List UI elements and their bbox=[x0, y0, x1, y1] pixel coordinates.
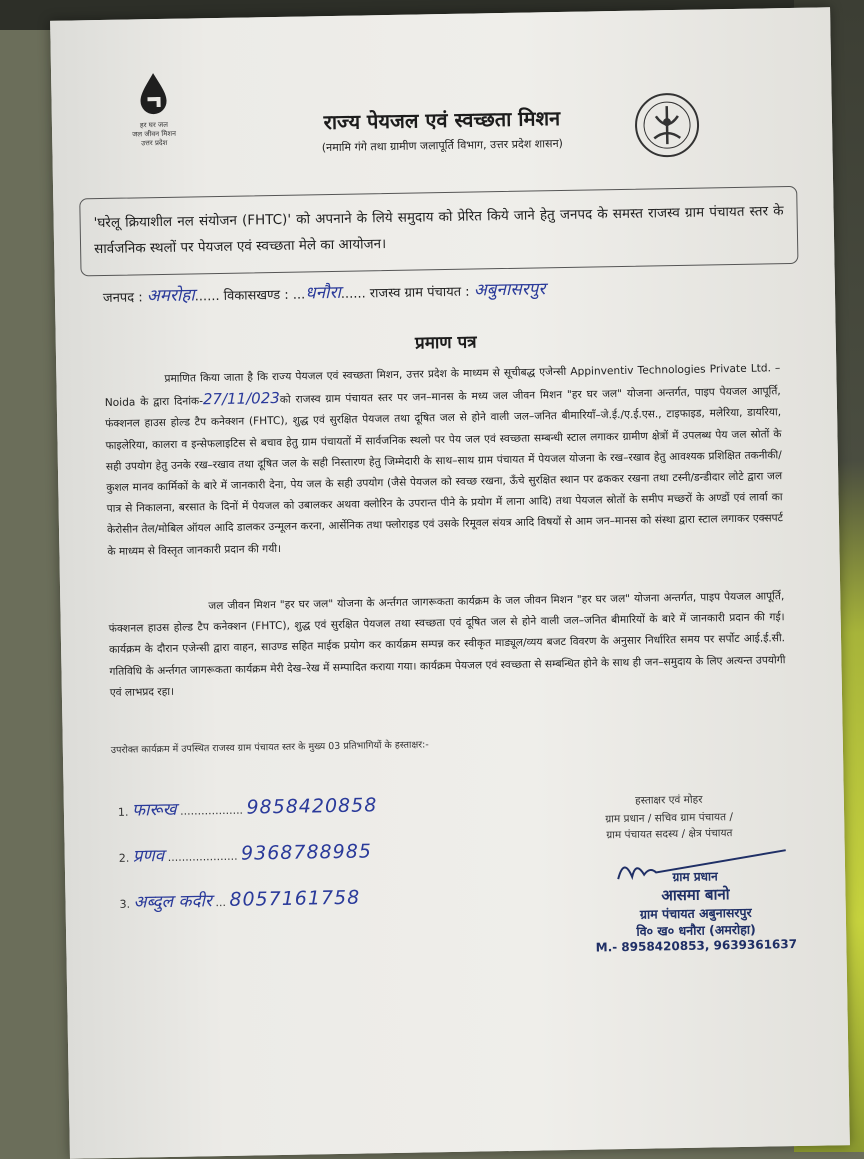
participant-row: 1. फारूख .................. 9858420858 bbox=[117, 794, 378, 821]
certificate-paragraph-2: जल जीवन मिशन "हर घर जल" योजना के अर्न्तगत जागरूकता कार्यक्रम के जल जीवन मिशन "हर घर जल" योजना अन्तर्गत, पाइप पेयजल आपूर्ति, फंक्शनल हाउस होल्ड टैप कनेक्शन (FHTC), शुद्ध एवं सुरक्षित पेयजल तथा स्वच्छता एवं दूषित जल से होने वाली जल–जनित बीमारियों के बारे में जानकारी प्रदान की गई। कार्यक्रम के दौरान एजेन्सी द्वारा वाहन, साउण्ड सहित माईक प्रयोग कर कार्यक्रम सम्पन्न कर स्वीकृत माड्यूल/व्यय बजट विवरण के अनुसार निर्धारित समय पर सर्पोट आई.ई.सी. गतिविधि के अर्न्तगत जागरूकता कार्यक्रम मेरी देख–रेख में सम्पादित कराया गया। कार्यक्रम पेयजल एवं स्वच्छता से सम्बन्धित होने के साथ ही जन–समुदाय के लिए अत्यन्त उपयोगी एवं लाभप्रद रहा। bbox=[108, 590, 786, 699]
district-label: जनपद : bbox=[102, 290, 143, 307]
page-title: राज्य पेयजल एवं स्वच्छता मिशन bbox=[323, 106, 561, 135]
participant-phone: 8057161758 bbox=[229, 886, 361, 911]
participant-row: 2. प्रणव .................... 9368788985 bbox=[118, 840, 373, 867]
page-subtitle: (नमामि गंगे तथा ग्रामीण जलापूर्ति विभाग, उत्तर प्रदेश शासन) bbox=[321, 136, 564, 155]
notice-text: 'घरेलू क्रियाशील नल संयोजन (FHTC)' को अपनाने के लिये समुदाय को प्रेरित किये जाने हेतु जनपद के समस्त राजस्व ग्राम पंचायत स्तर के सार्वजनिक स्थलों पर पेयजल एवं स्वच्छता मेले का आयोजन। bbox=[93, 203, 784, 258]
participant-name: अब्दुल कदीर bbox=[133, 891, 213, 913]
certificate-title: प्रमाण पत्र bbox=[414, 332, 477, 354]
event-date: 27/11/023 bbox=[202, 389, 280, 409]
signatory-roles-2: ग्राम पंचायत सदस्य / क्षेत्र पंचायत bbox=[606, 827, 733, 842]
participant-phone: 9858420858 bbox=[246, 794, 378, 819]
document-page bbox=[50, 7, 850, 1158]
district-value: अमरोहा bbox=[146, 285, 195, 307]
panchayat-value: अबुनासरपुर bbox=[473, 279, 546, 301]
logo-sub: जल जीवन मिशन bbox=[132, 129, 177, 139]
participant-phone: 9368788985 bbox=[240, 840, 373, 865]
certificate-paragraph-1: प्रमाणित किया जाता है कि राज्य पेयजल एवं स्वच्छता मिशन, उत्तर प्रदेश के माध्यम से सूचीबद्ध एजेन्सी Appinventiv Technologies Private Ltd. – Noida के द्वारा दिनांक-27/11/023को राजस्व ग्राम पंचायत स्तर पर जन–मानस के मध्य जल जीवन मिशन "हर घर जल" योजना अन्तर्गत, पाइप पेयजल आपूर्ति, फंक्शनल हाउस होल्ड टैप कनेक्शन (FHTC), शुद्ध एवं सुरक्षित पेयजल तथा दूषित जल से होने वाली जल–जनित बीमारियाँ–जे.ई./ए.ई.एस., टाइफाइड, मलेरिया, डायरिया, फाइलेरिया, कालरा व इन्सेफलाइटिस से बचाव हेतु ग्राम पंचायतों में सार्वजनिक स्थलो पर पेय जल एवं स्वच्छता सम्बन्धी स्टाल लगाकर ग्रामीण क्षेत्रों में उपलब्ध पेय जल स्रोतों के सही उपयोग हेतु उनके रख–रखाव तथा दूषित जल के सही निस्तारण हेतु जिम्मेदारी के साथ–साथ ग्राम पंचायत में पेयजल योजना के रख–रखाव हेतु आवश्यक प्रशिक्षित तकनीकी/कुशल मानव कार्मिकों के बारे में जानकारी देना, पेय जल के सही उपयोग (जैसे पेयजल को स्वच्छ रखना, ऊँचे सुरक्षित स्थान पर ढककर रखना तथा टस्नी/डन्डीदार लोटे द्वारा जल पात्र से निकालना, बरसात के दिनों में पेयजल को उबालकर अथवा क्लोरिन के उपरान्त पीने के प्रयोग में लाना आदि) तथा पेयजल स्रोतों के समीप मच्छरों के अण्डों एवं लार्वा का केरोसीन तेल/मोबिल ऑयल आदि डालकर उन्मूलन करना, आर्सेनिक तथा फ्लोराइड एवं उसके रिमूवल संयत्र आदि विषयों से आम जन–मानस को संस्था द्वारा स्टाल लगाकर एक्सपर्ट के माध्यम से विस्तृत जानकारी प्रदान की गयी। bbox=[104, 362, 784, 558]
participants-intro: उपरोक्त कार्यक्रम में उपस्थित राजस्व ग्राम पंचायत स्तर के मुख्य 03 प्रतिभागियों के हस्ताक्षर:- bbox=[110, 739, 429, 756]
signature-label: हस्ताक्षर एवं मोहर bbox=[635, 793, 703, 807]
logo-text: हर घर जल bbox=[139, 120, 169, 130]
location-row: जनपद : अमरोहा...... विकासखण्ड : ...धनौरा...... राजस्व ग्राम पंचायत : अबुनासरपुर bbox=[102, 279, 546, 307]
logo-sub2: उत्तर प्रदेश bbox=[141, 138, 168, 148]
block-label: विकासखण्ड : bbox=[223, 287, 289, 304]
participant-name: फारूख bbox=[131, 799, 177, 821]
participant-row: 3. अब्दुल कदीर ... 8057161758 bbox=[119, 886, 361, 913]
official-stamp: ग्राम प्रधान आसमा बानो ग्राम पंचायत अबुनासरपुर वि० ख० धनौरा (अमरोहा) M.- 8958420853, 9639361637 bbox=[595, 869, 798, 955]
panchayat-label: राजस्व ग्राम पंचायत : bbox=[369, 284, 470, 302]
block-value: धनौरा bbox=[305, 282, 342, 304]
participant-name: प्रणव bbox=[132, 846, 165, 867]
signatory-roles-1: ग्राम प्रधान / सचिव ग्राम पंचायत / bbox=[605, 811, 734, 826]
